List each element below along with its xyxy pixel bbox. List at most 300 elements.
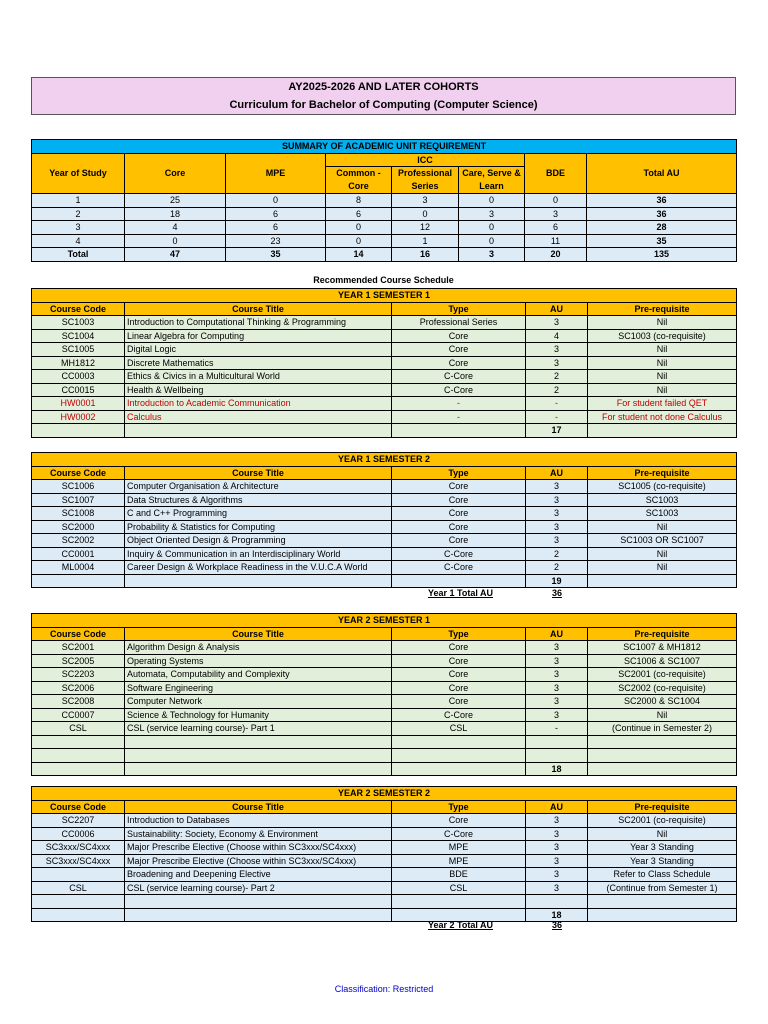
course-prerequisite: For student failed QET (588, 397, 737, 411)
col-au: AU (526, 800, 588, 814)
col-prerequisite: Pre-requisite (588, 800, 737, 814)
summary-cell: 2 (32, 207, 125, 221)
col-course-title: Course Title (125, 466, 392, 480)
course-title: Data Structures & Algorithms (125, 493, 392, 507)
course-title: Major Prescribe Elective (Choose within SC3xxx/SC4xxx) (125, 841, 392, 855)
course-type: Core (392, 356, 526, 370)
col-professional-series: Professional Series (392, 167, 459, 194)
course-title: Introduction to Databases (125, 814, 392, 828)
semester-total-au: 19 (526, 574, 588, 588)
document-header (31, 77, 736, 115)
blank-cell (392, 895, 526, 909)
blank-cell (125, 735, 392, 749)
course-title: Health & Wellbeing (125, 383, 392, 397)
course-prerequisite: Nil (588, 708, 737, 722)
column-header-row (32, 466, 737, 480)
course-code: SC1003 (32, 316, 125, 330)
course-row (32, 480, 737, 494)
blank-cell (588, 749, 737, 763)
course-row (32, 841, 737, 855)
y2s1-table (31, 613, 737, 776)
blank-cell (588, 762, 737, 776)
course-title: Major Prescribe Elective (Choose within SC3xxx/SC4xxx) (125, 854, 392, 868)
course-code: HW0002 (32, 410, 125, 424)
course-type: Core (392, 681, 526, 695)
course-title: Digital Logic (125, 343, 392, 357)
course-prerequisite: Nil (588, 547, 737, 561)
course-prerequisite: Nil (588, 316, 737, 330)
course-au: 4 (526, 329, 588, 343)
course-code: MH1812 (32, 356, 125, 370)
course-row (32, 641, 737, 655)
course-au: 2 (526, 370, 588, 384)
course-row (32, 854, 737, 868)
summary-table (31, 139, 737, 262)
blank-cell (32, 762, 125, 776)
course-code: SC2207 (32, 814, 125, 828)
summary-cell: 28 (587, 221, 737, 235)
course-prerequisite: Nil (588, 356, 737, 370)
course-au: 3 (526, 881, 588, 895)
year2-total-label: Year 2 Total AU (428, 920, 494, 930)
course-au: 3 (526, 493, 588, 507)
summary-cell: 16 (392, 248, 459, 262)
course-au: 3 (526, 708, 588, 722)
y2s1-section (31, 613, 736, 776)
summary-cell: 6 (525, 221, 587, 235)
blank-row (32, 735, 737, 749)
col-course-code: Course Code (32, 466, 125, 480)
course-title: Introduction to Academic Communication (125, 397, 392, 411)
year2-total-value: 36 (552, 920, 563, 930)
semester-title-row (32, 614, 737, 628)
course-prerequisite: Nil (588, 561, 737, 575)
course-prerequisite: SC1003 OR SC1007 (588, 534, 737, 548)
column-header-row (32, 302, 737, 316)
blank-cell (588, 574, 737, 588)
course-prerequisite: Year 3 Standing (588, 841, 737, 855)
course-code: SC2203 (32, 668, 125, 682)
blank-cell (392, 574, 526, 588)
course-row (32, 722, 737, 736)
course-row (32, 343, 737, 357)
course-code: CC0003 (32, 370, 125, 384)
summary-cell: 0 (392, 207, 459, 221)
summary-cell: 47 (125, 248, 226, 262)
course-row (32, 708, 737, 722)
summary-cell: 14 (326, 248, 392, 262)
course-code: SC2008 (32, 695, 125, 709)
blank-cell (32, 735, 125, 749)
course-row (32, 507, 737, 521)
course-code (32, 868, 125, 882)
summary-cell: 3 (525, 207, 587, 221)
course-title: Calculus (125, 410, 392, 424)
course-prerequisite: SC1003 (co-requisite) (588, 329, 737, 343)
course-au: 3 (526, 343, 588, 357)
year1-total-value: 36 (552, 588, 563, 598)
summary-cell: 6 (326, 207, 392, 221)
course-type: MPE (392, 841, 526, 855)
course-prerequisite: SC1005 (co-requisite) (588, 480, 737, 494)
semester-title-row (32, 453, 737, 467)
y2s2-table (31, 786, 737, 922)
summary-cell: 36 (587, 194, 737, 208)
col-type: Type (392, 302, 526, 316)
course-prerequisite: SC2001 (co-requisite) (588, 668, 737, 682)
summary-cell: 0 (459, 221, 525, 235)
summary-cell: 6 (226, 221, 326, 235)
col-au: AU (526, 627, 588, 641)
y1s1-table (31, 288, 737, 438)
blank-cell (526, 749, 588, 763)
summary-cell: 1 (392, 234, 459, 248)
course-au: 3 (526, 854, 588, 868)
course-type: Core (392, 641, 526, 655)
course-au: 3 (526, 641, 588, 655)
course-au: - (526, 722, 588, 736)
course-title: Software Engineering (125, 681, 392, 695)
course-code: SC1007 (32, 493, 125, 507)
course-row (32, 493, 737, 507)
course-type: - (392, 410, 526, 424)
course-row (32, 370, 737, 384)
course-row (32, 561, 737, 575)
course-code: CC0006 (32, 827, 125, 841)
blank-cell (125, 574, 392, 588)
course-type: MPE (392, 854, 526, 868)
summary-cell: 3 (32, 221, 125, 235)
course-title: CSL (service learning course)- Part 2 (125, 881, 392, 895)
course-title: Operating Systems (125, 654, 392, 668)
course-type: Core (392, 534, 526, 548)
course-row (32, 520, 737, 534)
course-prerequisite: (Continue in Semester 2) (588, 722, 737, 736)
course-code: CC0007 (32, 708, 125, 722)
course-row (32, 868, 737, 882)
semester-total-au: 18 (526, 908, 588, 922)
blank-row (32, 749, 737, 763)
course-title: Broadening and Deepening Elective (125, 868, 392, 882)
course-code: SC1008 (32, 507, 125, 521)
summary-cell: 3 (459, 248, 525, 262)
course-type: Core (392, 329, 526, 343)
blank-cell (125, 749, 392, 763)
course-row (32, 814, 737, 828)
summary-cell: 0 (326, 221, 392, 235)
summary-cell: 4 (125, 221, 226, 235)
col-prerequisite: Pre-requisite (588, 302, 737, 316)
course-row (32, 383, 737, 397)
blank-row (32, 895, 737, 909)
course-au: 3 (526, 814, 588, 828)
course-au: 3 (526, 668, 588, 682)
course-title: Linear Algebra for Computing (125, 329, 392, 343)
course-type: - (392, 397, 526, 411)
course-code: SC1006 (32, 480, 125, 494)
course-type: Core (392, 668, 526, 682)
course-prerequisite: Nil (588, 520, 737, 534)
blank-cell (32, 895, 125, 909)
col-bde: BDE (525, 153, 587, 194)
classification-footer: Classification: Restricted (334, 984, 434, 994)
summary-cell: 0 (326, 234, 392, 248)
summary-cell: 4 (32, 234, 125, 248)
course-type: Core (392, 695, 526, 709)
course-row (32, 329, 737, 343)
col-course-title: Course Title (125, 627, 392, 641)
blank-cell (32, 908, 125, 922)
y1s2-section (31, 452, 736, 588)
course-type: C-Core (392, 827, 526, 841)
course-title: C and C++ Programming (125, 507, 392, 521)
course-title: Object Oriented Design & Programming (125, 534, 392, 548)
semester-total-row (32, 762, 737, 776)
summary-cell: 12 (392, 221, 459, 235)
blank-cell (588, 908, 737, 922)
column-header-row (32, 800, 737, 814)
y2s2-section (31, 786, 736, 922)
col-course-title: Course Title (125, 800, 392, 814)
course-code: SC2001 (32, 641, 125, 655)
col-mpe: MPE (226, 153, 326, 194)
course-code: ML0004 (32, 561, 125, 575)
course-type: Core (392, 507, 526, 521)
course-code: HW0001 (32, 397, 125, 411)
course-au: 3 (526, 534, 588, 548)
course-code: SC2005 (32, 654, 125, 668)
course-row (32, 668, 737, 682)
blank-cell (392, 424, 526, 438)
summary-cell: 0 (459, 194, 525, 208)
course-title: Ethics & Civics in a Multicultural World (125, 370, 392, 384)
course-code: SC2002 (32, 534, 125, 548)
course-type: Core (392, 814, 526, 828)
blank-cell (125, 762, 392, 776)
summary-cell: 6 (226, 207, 326, 221)
course-type: C-Core (392, 370, 526, 384)
summary-row (32, 248, 737, 262)
summary-cell: 3 (459, 207, 525, 221)
summary-cell: 135 (587, 248, 737, 262)
course-title: Science & Technology for Humanity (125, 708, 392, 722)
summary-cell: 0 (125, 234, 226, 248)
semester-title-row (32, 289, 737, 303)
semester-title: YEAR 1 SEMESTER 2 (32, 453, 737, 467)
course-au: 3 (526, 868, 588, 882)
schedule-title: Recommended Course Schedule (313, 275, 454, 285)
blank-cell (125, 424, 392, 438)
course-type: C-Core (392, 561, 526, 575)
course-title: Inquiry & Communication in an Interdisciplinary World (125, 547, 392, 561)
col-common-core: Common - Core (326, 167, 392, 194)
course-type: CSL (392, 722, 526, 736)
blank-cell (32, 424, 125, 438)
blank-cell (588, 735, 737, 749)
course-row (32, 881, 737, 895)
year1-total-label: Year 1 Total AU (428, 588, 494, 598)
course-type: BDE (392, 868, 526, 882)
course-code: SC2000 (32, 520, 125, 534)
curriculum-title: Curriculum for Bachelor of Computing (Computer Science) (229, 99, 538, 111)
blank-cell (392, 762, 526, 776)
summary-cell: 35 (587, 234, 737, 248)
semester-title: YEAR 2 SEMESTER 2 (32, 787, 737, 801)
course-prerequisite: SC1006 & SC1007 (588, 654, 737, 668)
col-course-code: Course Code (32, 800, 125, 814)
summary-cell: Total (32, 248, 125, 262)
course-prerequisite: Nil (588, 827, 737, 841)
course-row (32, 397, 737, 411)
col-core: Core (125, 153, 226, 194)
col-course-code: Course Code (32, 302, 125, 316)
semester-title: YEAR 2 SEMESTER 1 (32, 614, 737, 628)
blank-cell (125, 895, 392, 909)
course-au: 2 (526, 561, 588, 575)
course-au: 3 (526, 654, 588, 668)
course-au: 3 (526, 316, 588, 330)
course-title: Discrete Mathematics (125, 356, 392, 370)
course-au: 3 (526, 480, 588, 494)
semester-total-row (32, 908, 737, 922)
course-title: Algorithm Design & Analysis (125, 641, 392, 655)
course-code: SC1005 (32, 343, 125, 357)
course-row (32, 410, 737, 424)
col-year-of-study: Year of Study (32, 153, 125, 194)
course-au: 3 (526, 827, 588, 841)
semester-title-row (32, 787, 737, 801)
course-title: CSL (service learning course)- Part 1 (125, 722, 392, 736)
col-icc: ICC (326, 153, 525, 167)
col-total-au: Total AU (587, 153, 737, 194)
y1s2-table (31, 452, 737, 588)
blank-cell (32, 749, 125, 763)
course-au: 3 (526, 681, 588, 695)
course-code: CC0015 (32, 383, 125, 397)
course-au: 2 (526, 547, 588, 561)
blank-cell (32, 574, 125, 588)
col-au: AU (526, 302, 588, 316)
col-au: AU (526, 466, 588, 480)
course-title: Computer Organisation & Architecture (125, 480, 392, 494)
course-prerequisite: Year 3 Standing (588, 854, 737, 868)
course-row (32, 695, 737, 709)
course-prerequisite: SC2002 (co-requisite) (588, 681, 737, 695)
semester-total-row (32, 574, 737, 588)
course-title: Sustainability: Society, Economy & Environment (125, 827, 392, 841)
course-row (32, 827, 737, 841)
col-prerequisite: Pre-requisite (588, 466, 737, 480)
summary-cell: 8 (326, 194, 392, 208)
blank-cell (526, 735, 588, 749)
summary-cell: 18 (125, 207, 226, 221)
course-au: 3 (526, 695, 588, 709)
blank-cell (588, 424, 737, 438)
summary-row (32, 221, 737, 235)
course-row (32, 681, 737, 695)
summary-cell: 0 (459, 234, 525, 248)
course-prerequisite: SC2000 & SC1004 (588, 695, 737, 709)
summary-title: SUMMARY OF ACADEMIC UNIT REQUIREMENT (32, 140, 737, 154)
course-code: SC1004 (32, 329, 125, 343)
course-code: SC2006 (32, 681, 125, 695)
blank-cell (125, 908, 392, 922)
course-type: C-Core (392, 383, 526, 397)
course-type: Professional Series (392, 316, 526, 330)
y1s1-section (31, 288, 736, 438)
course-type: CSL (392, 881, 526, 895)
course-au: - (526, 397, 588, 411)
summary-cell: 20 (525, 248, 587, 262)
course-prerequisite: SC1003 (588, 493, 737, 507)
col-type: Type (392, 627, 526, 641)
summary-cell: 0 (525, 194, 587, 208)
course-au: 3 (526, 507, 588, 521)
summary-row (32, 194, 737, 208)
summary-section (31, 139, 736, 262)
course-prerequisite: For student not done Calculus (588, 410, 737, 424)
course-prerequisite: Nil (588, 343, 737, 357)
course-au: 3 (526, 841, 588, 855)
course-title: Probability & Statistics for Computing (125, 520, 392, 534)
col-course-code: Course Code (32, 627, 125, 641)
summary-cell: 3 (392, 194, 459, 208)
summary-cell: 11 (525, 234, 587, 248)
semester-total-au: 18 (526, 762, 588, 776)
course-prerequisite: SC1003 (588, 507, 737, 521)
col-type: Type (392, 800, 526, 814)
summary-cell: 25 (125, 194, 226, 208)
course-code: CSL (32, 722, 125, 736)
course-row (32, 356, 737, 370)
course-type: Core (392, 480, 526, 494)
course-row (32, 534, 737, 548)
summary-cell: 23 (226, 234, 326, 248)
blank-cell (392, 735, 526, 749)
course-row (32, 654, 737, 668)
summary-row (32, 234, 737, 248)
summary-cell: 35 (226, 248, 326, 262)
summary-body (32, 194, 737, 262)
course-row (32, 547, 737, 561)
cohort-title: AY2025-2026 AND LATER COHORTS (288, 81, 479, 93)
col-course-title: Course Title (125, 302, 392, 316)
col-care-serve-learn: Care, Serve & Learn (459, 167, 525, 194)
summary-cell: 1 (32, 194, 125, 208)
blank-cell (526, 895, 588, 909)
semester-title: YEAR 1 SEMESTER 1 (32, 289, 737, 303)
blank-cell (392, 749, 526, 763)
course-code: SC3xxx/SC4xxx (32, 841, 125, 855)
summary-row (32, 207, 737, 221)
course-title: Career Design & Workplace Readiness in the V.U.C.A World (125, 561, 392, 575)
blank-cell (588, 895, 737, 909)
course-prerequisite: (Continue from Semester 1) (588, 881, 737, 895)
course-type: Core (392, 654, 526, 668)
column-header-row (32, 627, 737, 641)
course-type: Core (392, 520, 526, 534)
course-au: - (526, 410, 588, 424)
semester-total-row (32, 424, 737, 438)
course-code: CSL (32, 881, 125, 895)
col-prerequisite: Pre-requisite (588, 627, 737, 641)
course-prerequisite: Nil (588, 383, 737, 397)
course-type: C-Core (392, 708, 526, 722)
course-au: 3 (526, 356, 588, 370)
course-type: Core (392, 343, 526, 357)
course-type: C-Core (392, 547, 526, 561)
course-prerequisite: SC1007 & MH1812 (588, 641, 737, 655)
